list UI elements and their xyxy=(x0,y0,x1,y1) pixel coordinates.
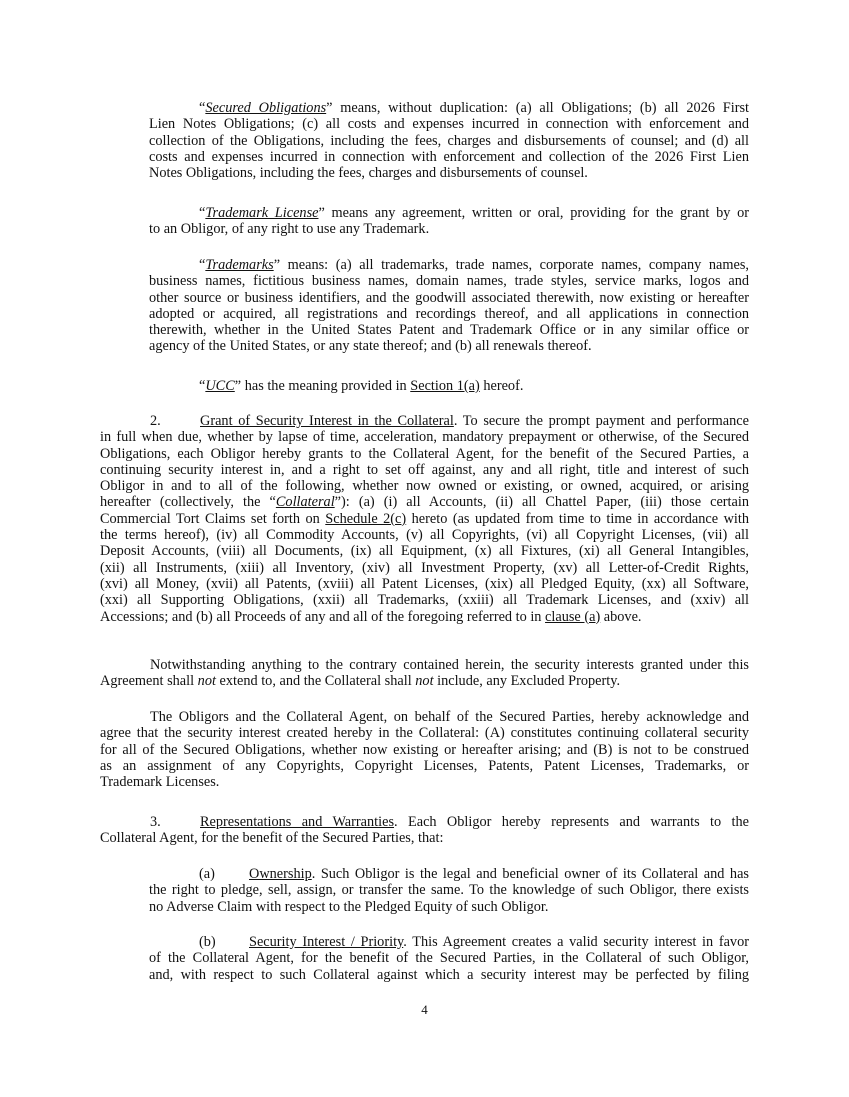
clause-line: of the Collateral Agent, for the benefit of the Secured Parties, in the Collateral of such Obligor, xyxy=(149,950,749,967)
defined-term: Trademarks xyxy=(205,257,274,273)
page-number: 4 xyxy=(421,1002,428,1017)
section-2 xyxy=(100,413,749,625)
definition-line: “UCC” has the meaning provided in Section 1(a) hereof. xyxy=(199,378,524,394)
clause-a-ownership xyxy=(149,866,749,915)
section-reference: Section 1(a) xyxy=(410,378,480,394)
definition-line: other source or business identifiers, and the goodwill associated therewith, now existing or hereafter xyxy=(149,289,749,306)
paragraph-line: agree that the security interest created hereby in the Collateral: (A) constitutes continuing collateral security xyxy=(100,725,749,742)
definition-line: therewith, whether in the United States Patent and Trademark Office or in any similar office or xyxy=(149,322,749,339)
section-number: 3. xyxy=(150,814,161,830)
definition-line: Notes Obligations, including the fees, charges and disbursements of counsel. xyxy=(149,165,588,182)
clause-b-security-interest xyxy=(149,934,749,983)
definition-ucc xyxy=(149,378,749,394)
definition-line: Lien Notes Obligations; (c) all costs and expenses incurred in connection with enforcement and xyxy=(149,116,749,133)
section-3 xyxy=(100,814,749,847)
definition-line: adopted or acquired, all registrations and recordings thereof, and all applications in connection xyxy=(149,305,749,322)
acknowledgement-paragraph xyxy=(100,709,749,790)
paragraph-line: as an assignment of any Copyrights, Copyright Licenses, Patents, Patent Licenses, Trademarks, or xyxy=(100,757,749,774)
definition-secured-obligations xyxy=(149,100,749,181)
section-heading: Representations and Warranties xyxy=(200,814,395,830)
definition-line: agency of the United States, or any state thereof; and (b) all renewals thereof. xyxy=(149,338,592,355)
paragraph-line: The Obligors and the Collateral Agent, on behalf of the Secured Parties, hereby acknowledge and xyxy=(150,709,749,725)
definition-line: “Trademarks” means: (a) all trademarks, trade names, corporate names, company names, xyxy=(199,257,749,273)
definition-line: “Trademark License” means any agreement, written or oral, providing for the grant by or xyxy=(199,205,750,221)
definition-line: “Secured Obligations” means, without duplication: (a) all Obligations; (b) all 2026 First xyxy=(199,100,749,116)
defined-term: Trademark License xyxy=(205,205,319,221)
clause-line: no Adverse Claim with respect to the Pledged Equity of such Obligor. xyxy=(149,898,549,915)
definition-line: costs and expenses incurred in connection with enforcement and collection of the 2026 First Lien xyxy=(149,148,749,165)
clause-line: and, with respect to such Collateral against which a security interest may be perfected by filing xyxy=(149,966,749,983)
defined-term: Secured Obligations xyxy=(205,100,327,116)
clause-label: (a) xyxy=(199,866,215,882)
section-line: Collateral Agent, for the benefit of the Secured Parties, that: xyxy=(100,830,444,847)
section-line: the terms hereof), (iv) all Commodity Accounts, (v) all Copyrights, (vi) all Copyright Licenses, (vii) all xyxy=(100,527,749,544)
paragraph-line: Trademark Licenses. xyxy=(100,774,220,791)
schedule-reference: Schedule 2(c) xyxy=(325,510,407,527)
paragraph-line: for all of the Secured Obligations, whether now existing or hereafter arising; and (B) is not to be construed xyxy=(100,741,749,758)
clause-line: (a) Ownership. Such Obligor is the legal and beneficial owner of its Collateral and has xyxy=(199,866,749,882)
clause-line: the right to pledge, sell, assign, or transfer the same. To the knowledge of such Obligor, there exists xyxy=(149,882,749,899)
paragraph-line: Notwithstanding anything to the contrary contained herein, the security interests granted under this xyxy=(150,657,749,673)
section-line: Obligor in and to all of the following, whether now owned or existing, or owned, acquired, or arising xyxy=(100,478,749,495)
clause-heading: Ownership xyxy=(249,866,312,882)
definition-line: collection of the Obligations, including the fees, charges and disbursements of counsel; and (d) all xyxy=(149,132,749,149)
section-line: Commercial Tort Claims set forth on Schedule 2(c) hereto (as updated from time to time in accordance with xyxy=(100,510,749,527)
section-line: in full when due, whether by lapse of time, acceleration, mandatory prepayment or otherwise, of the Secured xyxy=(100,429,749,446)
defined-term: Collateral xyxy=(275,494,335,511)
definition-line: to an Obligor, of any right to use any Trademark. xyxy=(149,221,430,238)
definition-trademark-license xyxy=(149,205,749,238)
section-line: Accessions; and (b) all Proceeds of any and all of the foregoing referred to in clause (a) above. xyxy=(100,608,642,625)
definition-line: business names, fictitious business names, domain names, trade styles, service marks, logos and xyxy=(149,273,749,290)
section-line: Deposit Accounts, (viii) all Documents, (ix) all Equipment, (x) all Fixtures, (xi) all General Intangibles, xyxy=(100,543,749,560)
section-number: 2. xyxy=(150,413,161,429)
definition-trademarks xyxy=(149,257,749,355)
section-line: 2. Grant of Security Interest in the Collateral. To secure the prompt payment and performance xyxy=(150,413,749,429)
clause-heading: Security Interest / Priority xyxy=(249,934,404,950)
clause-label: (b) xyxy=(199,934,216,950)
notwithstanding-paragraph xyxy=(100,657,749,690)
defined-term: UCC xyxy=(205,378,235,394)
section-line: (xxi) all Supporting Obligations, (xxii) all Trademarks, (xxiii) all Trademark Licenses, and (xxiv) all xyxy=(100,592,749,609)
paragraph-line: Agreement shall not extend to, and the Collateral shall not include, any Excluded Property. xyxy=(100,673,621,690)
section-heading: Grant of Security Interest in the Collateral xyxy=(200,413,454,429)
section-line: 3. Representations and Warranties. Each Obligor hereby represents and warrants to the xyxy=(150,814,749,830)
clause-reference: clause (a) xyxy=(545,608,601,625)
section-line: (xvi) all Money, (xvii) all Patents, (xviii) all Patent Licenses, (xix) all Pledged Equity, (xx) all Software, xyxy=(100,575,749,592)
section-line: Obligations, each Obligor hereby grants to the Collateral Agent, for the benefit of the Secured Parties, a xyxy=(100,445,749,462)
clause-line: (b) Security Interest / Priority. This Agreement creates a valid security interest in favor xyxy=(199,934,749,950)
section-line: continuing security interest in, and a right to set off against, any and all right, title and interest of such xyxy=(100,461,749,478)
section-line: hereafter (collectively, the “Collateral”): (a) (i) all Accounts, (ii) all Chattel Paper, (iii) those certain xyxy=(100,494,749,511)
section-line: (xii) all Instruments, (xiii) all Inventory, (xiv) all Investment Property, (xv) all Letter-of-Credit Rights, xyxy=(100,559,749,576)
